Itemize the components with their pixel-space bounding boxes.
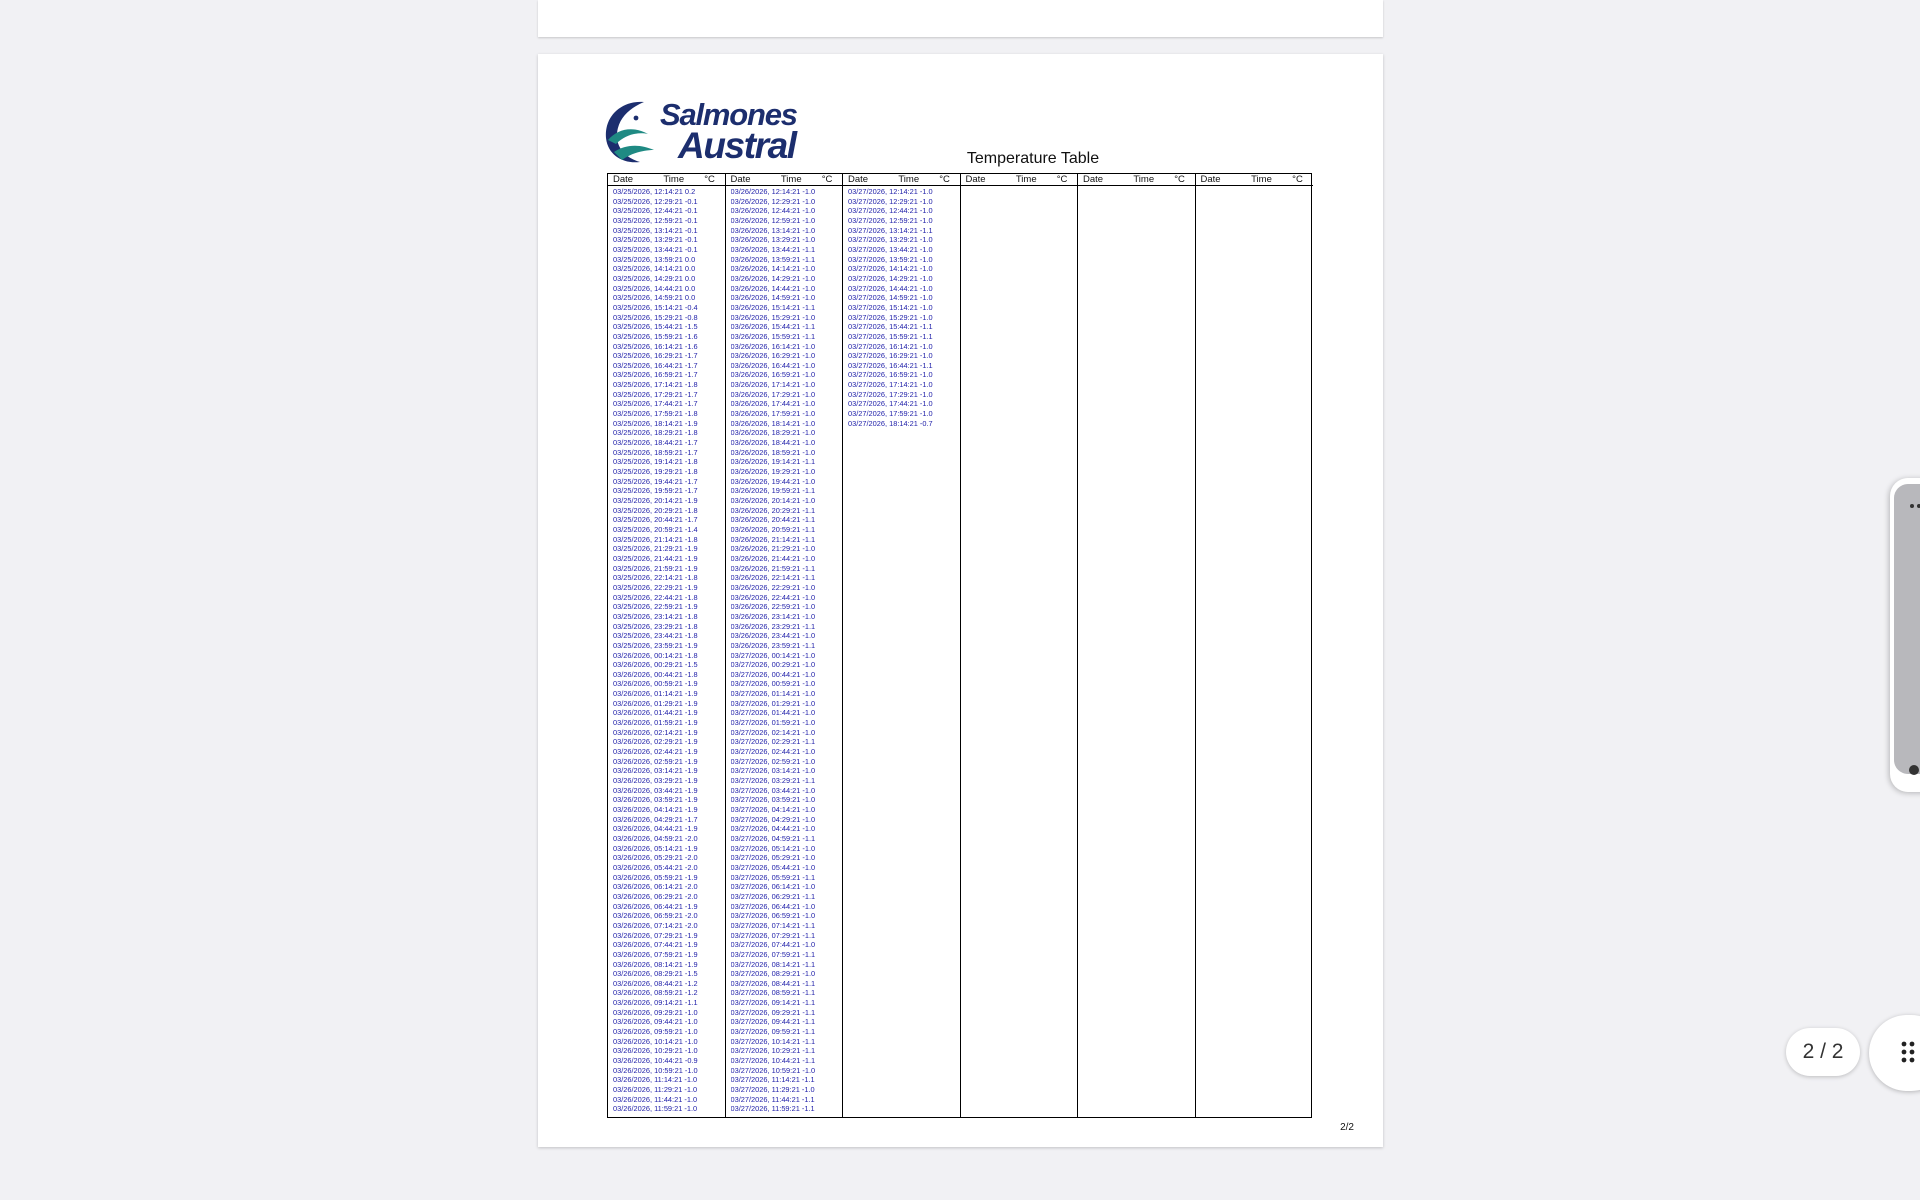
table-row: 03/26/2026, 16:59:21 -1.0 bbox=[730, 370, 816, 380]
table-row: 03/27/2026, 07:44:21 -1.0 bbox=[730, 940, 816, 950]
table-row: 03/25/2026, 13:59:21 0.0 bbox=[613, 254, 696, 264]
table-row: 03/27/2026, 06:14:21 -1.0 bbox=[730, 882, 816, 892]
table-row: 03/26/2026, 23:44:21 -1.0 bbox=[730, 631, 816, 641]
table-row: 03/27/2026, 08:29:21 -1.0 bbox=[730, 969, 816, 979]
column-header bbox=[1078, 174, 1195, 186]
table-row: 03/25/2026, 23:59:21 -1.9 bbox=[613, 640, 698, 650]
table-row: 03/27/2026, 11:29:21 -1.0 bbox=[730, 1085, 815, 1095]
table-row: 03/27/2026, 04:14:21 -1.0 bbox=[730, 805, 816, 814]
table-row: 03/27/2026, 01:44:21 -1.0 bbox=[730, 708, 816, 718]
table-row: 03/26/2026, 11:14:21 -1.0 bbox=[613, 1075, 698, 1085]
table-row: 03/25/2026, 20:59:21 -1.4 bbox=[613, 524, 698, 534]
table-row: 03/27/2026, 02:44:21 -1.0 bbox=[730, 747, 816, 757]
table-row: 03/26/2026, 01:44:21 -1.9 bbox=[613, 708, 698, 718]
table-row: 03/26/2026, 06:14:21 -2.0 bbox=[613, 882, 698, 892]
table-row: 03/25/2026, 17:14:21 -1.8 bbox=[613, 380, 698, 390]
table-column bbox=[1078, 174, 1196, 1117]
table-row: 03/26/2026, 16:14:21 -1.0 bbox=[730, 341, 816, 351]
table-row: 03/25/2026, 13:14:21 -0.1 bbox=[613, 225, 698, 235]
document-page bbox=[538, 54, 1383, 1147]
table-row: 03/27/2026, 09:29:21 -1.1 bbox=[730, 1007, 816, 1017]
table-row: 03/26/2026, 01:59:21 -1.9 bbox=[613, 718, 698, 728]
table-row: 03/25/2026, 17:29:21 -1.7 bbox=[613, 389, 698, 399]
table-row: 03/26/2026, 17:59:21 -1.0 bbox=[730, 409, 816, 419]
table-row: 03/26/2026, 08:29:21 -1.5 bbox=[613, 969, 698, 979]
table-row: 03/26/2026, 22:29:21 -1.0 bbox=[730, 582, 816, 592]
table-row: 03/26/2026, 08:44:21 -1.2 bbox=[613, 978, 698, 988]
table-row: 03/25/2026, 12:59:21 -0.1 bbox=[613, 215, 698, 225]
table-row: 03/27/2026, 16:14:21 -1.0 bbox=[848, 341, 933, 351]
header-date: Date bbox=[1083, 174, 1104, 185]
table-row: 03/25/2026, 14:14:21 0.0 bbox=[613, 264, 696, 274]
table-row: 03/26/2026, 00:14:21 -1.8 bbox=[613, 650, 698, 660]
table-row: 03/25/2026, 14:44:21 0.0 bbox=[613, 283, 696, 293]
table-row: 03/26/2026, 09:14:21 -1.1 bbox=[613, 998, 698, 1008]
column-body bbox=[1196, 186, 1313, 187]
previous-page bbox=[538, 0, 1383, 37]
table-row: 03/27/2026, 16:44:21 -1.1 bbox=[848, 360, 933, 370]
header-celsius: °C bbox=[939, 174, 950, 185]
table-row: 03/27/2026, 02:29:21 -1.1 bbox=[730, 737, 816, 747]
header-time: Time bbox=[1015, 174, 1037, 185]
table-row: 03/25/2026, 16:59:21 -1.7 bbox=[613, 370, 698, 380]
table-row: 03/27/2026, 00:14:21 -1.0 bbox=[730, 650, 816, 660]
table-row: 03/27/2026, 00:44:21 -1.0 bbox=[730, 669, 816, 679]
header-time: Time bbox=[1251, 174, 1272, 185]
temperature-table bbox=[607, 173, 1312, 1118]
table-row: 03/25/2026, 22:44:21 -1.8 bbox=[613, 592, 698, 602]
table-row: 03/25/2026, 22:29:21 -1.9 bbox=[613, 582, 698, 592]
table-row: 03/27/2026, 13:59:21 -1.0 bbox=[848, 254, 933, 264]
table-row: 03/26/2026, 09:29:21 -1.0 bbox=[613, 1007, 698, 1017]
table-row: 03/27/2026, 13:29:21 -1.0 bbox=[848, 235, 933, 245]
more-dots-icon[interactable] bbox=[1909, 503, 1920, 509]
table-row: 03/26/2026, 02:14:21 -1.9 bbox=[613, 727, 698, 737]
table-row: 03/27/2026, 15:44:21 -1.1 bbox=[848, 322, 933, 332]
column-header bbox=[961, 174, 1078, 186]
table-row: 03/26/2026, 20:44:21 -1.1 bbox=[730, 515, 816, 525]
table-row: 03/27/2026, 14:14:21 -1.0 bbox=[848, 264, 933, 274]
table-row: 03/26/2026, 13:29:21 -1.0 bbox=[730, 235, 816, 245]
table-row: 03/26/2026, 00:59:21 -1.9 bbox=[613, 679, 698, 689]
table-row: 03/26/2026, 22:44:21 -1.0 bbox=[730, 592, 816, 602]
table-row: 03/26/2026, 10:14:21 -1.0 bbox=[613, 1036, 698, 1046]
table-row: 03/25/2026, 13:44:21 -0.1 bbox=[613, 244, 698, 254]
table-row: 03/26/2026, 11:29:21 -1.0 bbox=[613, 1085, 698, 1095]
table-row: 03/25/2026, 17:44:21 -1.7 bbox=[613, 399, 698, 409]
table-row: 03/26/2026, 02:29:21 -1.9 bbox=[613, 737, 698, 747]
header-time: Time bbox=[663, 174, 685, 185]
table-row: 03/25/2026, 20:44:21 -1.7 bbox=[613, 515, 698, 525]
table-row: 03/26/2026, 03:44:21 -1.9 bbox=[613, 785, 698, 795]
page-number: 2/2 bbox=[1340, 1122, 1354, 1133]
table-row: 03/26/2026, 05:14:21 -1.9 bbox=[613, 843, 698, 853]
table-row: 03/27/2026, 12:59:21 -1.0 bbox=[848, 215, 933, 225]
table-row: 03/27/2026, 13:14:21 -1.1 bbox=[848, 225, 933, 235]
table-row: 03/26/2026, 19:44:21 -1.0 bbox=[730, 476, 816, 486]
table-row: 03/26/2026, 17:14:21 -1.0 bbox=[730, 380, 816, 390]
table-row: 03/27/2026, 05:14:21 -1.0 bbox=[730, 843, 816, 853]
header-date: Date bbox=[613, 174, 634, 185]
table-row: 03/27/2026, 05:29:21 -1.0 bbox=[730, 853, 816, 863]
table-row: 03/26/2026, 16:44:21 -1.0 bbox=[730, 360, 816, 370]
table-row: 03/26/2026, 12:14:21 -1.0 bbox=[730, 187, 816, 196]
table-row: 03/27/2026, 10:29:21 -1.1 bbox=[730, 1046, 816, 1056]
table-row: 03/27/2026, 10:44:21 -1.1 bbox=[730, 1056, 816, 1066]
table-row: 03/26/2026, 00:29:21 -1.5 bbox=[613, 660, 698, 670]
column-body bbox=[1078, 186, 1195, 187]
header-date: Date bbox=[965, 174, 986, 185]
table-row: 03/25/2026, 20:29:21 -1.8 bbox=[613, 505, 698, 515]
table-row: 03/26/2026, 11:44:21 -1.0 bbox=[613, 1094, 698, 1104]
table-row: 03/26/2026, 22:14:21 -1.1 bbox=[730, 573, 816, 583]
table-row: 03/25/2026, 14:59:21 0.0 bbox=[613, 293, 696, 303]
table-row: 03/27/2026, 11:14:21 -1.1 bbox=[730, 1075, 815, 1085]
header-celsius: °C bbox=[1292, 174, 1303, 185]
table-column bbox=[843, 174, 961, 1117]
fish-logo-icon bbox=[600, 98, 662, 166]
table-row: 03/25/2026, 19:29:21 -1.8 bbox=[613, 467, 698, 477]
table-row: 03/26/2026, 00:44:21 -1.8 bbox=[613, 669, 698, 679]
table-row: 03/26/2026, 10:59:21 -1.0 bbox=[613, 1065, 698, 1075]
header-time: Time bbox=[1133, 174, 1155, 185]
table-row: 03/26/2026, 15:59:21 -1.1 bbox=[730, 331, 816, 341]
column-header bbox=[726, 174, 843, 186]
table-row: 03/25/2026, 18:29:21 -1.8 bbox=[613, 428, 698, 438]
table-column bbox=[726, 174, 844, 1117]
table-row: 03/26/2026, 14:14:21 -1.0 bbox=[730, 264, 816, 274]
table-row: 03/25/2026, 15:44:21 -1.5 bbox=[613, 322, 698, 332]
table-row: 03/27/2026, 10:59:21 -1.0 bbox=[730, 1065, 816, 1075]
table-row: 03/26/2026, 21:44:21 -1.0 bbox=[730, 553, 816, 563]
table-row: 03/27/2026, 17:14:21 -1.0 bbox=[848, 380, 933, 390]
table-row: 03/26/2026, 15:44:21 -1.1 bbox=[730, 322, 816, 332]
table-row: 03/26/2026, 04:44:21 -1.9 bbox=[613, 824, 698, 834]
table-row: 03/26/2026, 04:14:21 -1.9 bbox=[613, 805, 698, 814]
menu-button[interactable] bbox=[1869, 1015, 1920, 1091]
table-row: 03/27/2026, 02:14:21 -1.0 bbox=[730, 727, 816, 737]
table-row: 03/27/2026, 17:59:21 -1.0 bbox=[848, 409, 933, 419]
table-row: 03/25/2026, 21:29:21 -1.9 bbox=[613, 544, 698, 554]
table-row: 03/27/2026, 12:29:21 -1.0 bbox=[848, 196, 933, 206]
table-row: 03/25/2026, 22:59:21 -1.9 bbox=[613, 602, 698, 612]
table-row: 03/26/2026, 05:29:21 -2.0 bbox=[613, 853, 698, 863]
table-row: 03/27/2026, 12:14:21 -1.0 bbox=[848, 187, 933, 196]
table-row: 03/26/2026, 03:14:21 -1.9 bbox=[613, 766, 698, 776]
table-row: 03/26/2026, 09:44:21 -1.0 bbox=[613, 1017, 698, 1027]
table-row: 03/26/2026, 05:44:21 -2.0 bbox=[613, 862, 698, 872]
side-handle[interactable] bbox=[1909, 765, 1919, 775]
column-header bbox=[843, 174, 960, 186]
table-row: 03/26/2026, 15:14:21 -1.1 bbox=[730, 302, 816, 312]
table-row: 03/26/2026, 01:14:21 -1.9 bbox=[613, 689, 698, 699]
table-row: 03/27/2026, 06:29:21 -1.1 bbox=[730, 891, 816, 901]
table-row: 03/26/2026, 20:14:21 -1.0 bbox=[730, 496, 816, 505]
table-row: 03/26/2026, 06:29:21 -2.0 bbox=[613, 891, 698, 901]
table-row: 03/27/2026, 08:59:21 -1.1 bbox=[730, 988, 816, 998]
table-row: 03/27/2026, 00:29:21 -1.0 bbox=[730, 660, 816, 670]
table-row: 03/25/2026, 18:14:21 -1.9 bbox=[613, 418, 698, 428]
table-row: 03/25/2026, 23:44:21 -1.8 bbox=[613, 631, 698, 641]
header-celsius: °C bbox=[1174, 174, 1185, 185]
header-time: Time bbox=[898, 174, 920, 185]
table-row: 03/26/2026, 04:59:21 -2.0 bbox=[613, 833, 698, 843]
table-row: 03/27/2026, 15:59:21 -1.1 bbox=[848, 331, 933, 341]
table-column bbox=[1196, 174, 1313, 1117]
table-row: 03/27/2026, 17:44:21 -1.0 bbox=[848, 399, 933, 409]
table-row: 03/27/2026, 07:59:21 -1.1 bbox=[730, 949, 816, 959]
table-row: 03/26/2026, 02:44:21 -1.9 bbox=[613, 747, 698, 757]
table-row: 03/25/2026, 16:44:21 -1.7 bbox=[613, 360, 698, 370]
table-column bbox=[961, 174, 1079, 1117]
logo-word-2: Austral bbox=[678, 125, 796, 166]
table-row: 03/27/2026, 12:44:21 -1.0 bbox=[848, 206, 933, 216]
table-row: 03/27/2026, 14:29:21 -1.0 bbox=[848, 273, 933, 283]
table-row: 03/27/2026, 01:29:21 -1.0 bbox=[730, 698, 816, 708]
table-row: 03/25/2026, 12:29:21 -0.1 bbox=[613, 196, 698, 206]
table-row: 03/26/2026, 22:59:21 -1.0 bbox=[730, 602, 816, 612]
grid-dots-icon bbox=[1901, 1041, 1920, 1063]
logo-word-1: Salmones bbox=[660, 97, 797, 132]
table-row: 03/27/2026, 02:59:21 -1.0 bbox=[730, 756, 816, 766]
table-row: 03/26/2026, 02:59:21 -1.9 bbox=[613, 756, 698, 766]
header-date: Date bbox=[848, 174, 869, 185]
table-row: 03/27/2026, 04:44:21 -1.0 bbox=[730, 824, 816, 834]
table-row: 03/27/2026, 06:44:21 -1.0 bbox=[730, 901, 816, 911]
table-row: 03/27/2026, 09:59:21 -1.1 bbox=[730, 1027, 816, 1037]
table-row: 03/26/2026, 13:44:21 -1.1 bbox=[730, 244, 816, 254]
table-row: 03/26/2026, 09:59:21 -1.0 bbox=[613, 1027, 698, 1037]
table-row: 03/26/2026, 17:29:21 -1.0 bbox=[730, 389, 816, 399]
company-logo bbox=[600, 98, 820, 168]
table-row: 03/25/2026, 21:44:21 -1.9 bbox=[613, 553, 698, 563]
table-row: 03/26/2026, 13:59:21 -1.1 bbox=[730, 254, 816, 264]
table-row: 03/26/2026, 19:14:21 -1.1 bbox=[730, 457, 816, 467]
table-row: 03/26/2026, 14:29:21 -1.0 bbox=[730, 273, 816, 283]
table-row: 03/27/2026, 14:44:21 -1.0 bbox=[848, 283, 933, 293]
table-row: 03/25/2026, 22:14:21 -1.8 bbox=[613, 573, 698, 583]
table-row: 03/27/2026, 16:29:21 -1.0 bbox=[848, 351, 933, 361]
header-celsius: °C bbox=[1056, 174, 1068, 185]
table-row: 03/26/2026, 18:14:21 -1.0 bbox=[730, 418, 816, 428]
table-row: 03/26/2026, 18:29:21 -1.0 bbox=[730, 428, 816, 438]
table-row: 03/26/2026, 03:59:21 -1.9 bbox=[613, 795, 698, 805]
table-row: 03/26/2026, 08:59:21 -1.2 bbox=[613, 988, 698, 998]
header-celsius: °C bbox=[821, 174, 833, 185]
column-header bbox=[1196, 174, 1313, 186]
table-row: 03/27/2026, 07:14:21 -1.1 bbox=[730, 920, 816, 930]
table-row: 03/25/2026, 23:29:21 -1.8 bbox=[613, 621, 698, 631]
table-row: 03/26/2026, 20:29:21 -1.1 bbox=[730, 505, 816, 515]
table-row: 03/26/2026, 03:29:21 -1.9 bbox=[613, 776, 698, 786]
table-row: 03/27/2026, 04:29:21 -1.0 bbox=[730, 814, 816, 824]
table-row: 03/26/2026, 07:14:21 -2.0 bbox=[613, 920, 698, 930]
table-row: 03/26/2026, 23:14:21 -1.0 bbox=[730, 611, 816, 621]
table-row: 03/26/2026, 07:59:21 -1.9 bbox=[613, 949, 698, 959]
table-row: 03/27/2026, 11:44:21 -1.1 bbox=[730, 1094, 815, 1104]
table-row: 03/25/2026, 12:14:21 0.2 bbox=[613, 187, 696, 196]
table-row: 03/26/2026, 08:14:21 -1.9 bbox=[613, 959, 698, 969]
table-row: 03/26/2026, 06:59:21 -2.0 bbox=[613, 911, 698, 921]
table-row: 03/26/2026, 21:14:21 -1.1 bbox=[730, 534, 816, 544]
header-date: Date bbox=[1200, 174, 1221, 185]
table-row: 03/27/2026, 01:59:21 -1.0 bbox=[730, 718, 816, 728]
table-row: 03/27/2026, 17:29:21 -1.0 bbox=[848, 389, 933, 399]
header-time: Time bbox=[780, 174, 802, 185]
table-row: 03/27/2026, 08:14:21 -1.1 bbox=[730, 959, 816, 969]
table-column bbox=[608, 174, 726, 1117]
table-row: 03/27/2026, 09:14:21 -1.1 bbox=[730, 998, 816, 1008]
table-row: 03/26/2026, 12:59:21 -1.0 bbox=[730, 215, 816, 225]
table-row: 03/25/2026, 18:44:21 -1.7 bbox=[613, 438, 698, 448]
table-row: 03/26/2026, 18:44:21 -1.0 bbox=[730, 438, 816, 448]
table-row: 03/25/2026, 13:29:21 -0.1 bbox=[613, 235, 698, 245]
page-indicator: 2 / 2 bbox=[1786, 1028, 1860, 1076]
table-row: 03/25/2026, 18:59:21 -1.7 bbox=[613, 447, 698, 457]
table-row: 03/26/2026, 10:29:21 -1.0 bbox=[613, 1046, 698, 1056]
table-row: 03/26/2026, 14:59:21 -1.0 bbox=[730, 293, 816, 303]
table-row: 03/26/2026, 13:14:21 -1.0 bbox=[730, 225, 816, 235]
table-row: 03/27/2026, 15:14:21 -1.0 bbox=[848, 302, 933, 312]
column-body bbox=[608, 186, 725, 1114]
table-row: 03/27/2026, 05:59:21 -1.1 bbox=[730, 872, 816, 882]
table-row: 03/25/2026, 19:59:21 -1.7 bbox=[613, 486, 698, 496]
table-row: 03/26/2026, 19:59:21 -1.1 bbox=[730, 486, 816, 496]
column-header bbox=[608, 174, 725, 186]
table-row: 03/25/2026, 12:44:21 -0.1 bbox=[613, 206, 698, 216]
table-row: 03/25/2026, 21:59:21 -1.9 bbox=[613, 563, 698, 573]
table-row: 03/27/2026, 06:59:21 -1.0 bbox=[730, 911, 816, 921]
table-row: 03/26/2026, 23:29:21 -1.1 bbox=[730, 621, 816, 631]
table-row: 03/26/2026, 06:44:21 -1.9 bbox=[613, 901, 698, 911]
table-row: 03/25/2026, 15:14:21 -0.4 bbox=[613, 302, 698, 312]
table-row: 03/27/2026, 05:44:21 -1.0 bbox=[730, 862, 816, 872]
table-row: 03/27/2026, 15:29:21 -1.0 bbox=[848, 312, 933, 322]
table-row: 03/25/2026, 16:14:21 -1.6 bbox=[613, 341, 698, 351]
table-row: 03/26/2026, 07:44:21 -1.9 bbox=[613, 940, 698, 950]
side-scroll-track[interactable] bbox=[1894, 484, 1920, 774]
table-row: 03/27/2026, 08:44:21 -1.1 bbox=[730, 978, 816, 988]
table-row: 03/26/2026, 16:29:21 -1.0 bbox=[730, 351, 816, 361]
header-date: Date bbox=[730, 174, 751, 185]
table-row: 03/25/2026, 20:14:21 -1.9 bbox=[613, 496, 698, 505]
table-row: 03/26/2026, 19:29:21 -1.0 bbox=[730, 467, 816, 477]
table-row: 03/25/2026, 19:44:21 -1.7 bbox=[613, 476, 698, 486]
table-row: 03/27/2026, 03:44:21 -1.0 bbox=[730, 785, 816, 795]
table-row: 03/26/2026, 20:59:21 -1.1 bbox=[730, 524, 816, 534]
table-row: 03/27/2026, 07:29:21 -1.1 bbox=[730, 930, 816, 940]
table-row: 03/27/2026, 00:59:21 -1.0 bbox=[730, 679, 816, 689]
table-row: 03/27/2026, 03:29:21 -1.1 bbox=[730, 776, 816, 786]
table-row: 03/25/2026, 16:29:21 -1.7 bbox=[613, 351, 698, 361]
table-row: 03/25/2026, 23:14:21 -1.8 bbox=[613, 611, 698, 621]
table-row: 03/27/2026, 03:14:21 -1.0 bbox=[730, 766, 816, 776]
table-row: 03/25/2026, 21:14:21 -1.8 bbox=[613, 534, 698, 544]
table-row: 03/26/2026, 07:29:21 -1.9 bbox=[613, 930, 698, 940]
column-body bbox=[843, 186, 960, 428]
header-celsius: °C bbox=[704, 174, 715, 185]
table-row: 03/26/2026, 01:29:21 -1.9 bbox=[613, 698, 698, 708]
table-row: 03/27/2026, 04:59:21 -1.1 bbox=[730, 833, 816, 843]
table-row: 03/27/2026, 10:14:21 -1.1 bbox=[730, 1036, 816, 1046]
table-row: 03/26/2026, 18:59:21 -1.0 bbox=[730, 447, 816, 457]
table-row: 03/25/2026, 17:59:21 -1.8 bbox=[613, 409, 698, 419]
table-row: 03/27/2026, 14:59:21 -1.0 bbox=[848, 293, 933, 303]
table-row: 03/26/2026, 23:59:21 -1.1 bbox=[730, 640, 816, 650]
column-body bbox=[961, 186, 1078, 187]
table-row: 03/26/2026, 05:59:21 -1.9 bbox=[613, 872, 698, 882]
table-row: 03/26/2026, 12:29:21 -1.0 bbox=[730, 196, 816, 206]
table-row: 03/26/2026, 14:44:21 -1.0 bbox=[730, 283, 816, 293]
table-row: 03/26/2026, 04:29:21 -1.7 bbox=[613, 814, 698, 824]
table-row: 03/25/2026, 14:29:21 0.0 bbox=[613, 273, 696, 283]
table-row: 03/27/2026, 01:14:21 -1.0 bbox=[730, 689, 816, 699]
table-row: 03/26/2026, 11:59:21 -1.0 bbox=[613, 1104, 698, 1114]
table-row: 03/26/2026, 17:44:21 -1.0 bbox=[730, 399, 816, 409]
table-row: 03/27/2026, 11:59:21 -1.1 bbox=[730, 1104, 815, 1114]
table-row: 03/25/2026, 15:59:21 -1.6 bbox=[613, 331, 698, 341]
table-row: 03/27/2026, 03:59:21 -1.0 bbox=[730, 795, 816, 805]
table-row: 03/26/2026, 10:44:21 -0.9 bbox=[613, 1056, 698, 1066]
table-row: 03/27/2026, 18:14:21 -0.7 bbox=[848, 418, 933, 428]
table-row: 03/26/2026, 21:59:21 -1.1 bbox=[730, 563, 816, 573]
table-row: 03/25/2026, 15:29:21 -0.8 bbox=[613, 312, 698, 322]
table-row: 03/26/2026, 15:29:21 -1.0 bbox=[730, 312, 816, 322]
table-row: 03/27/2026, 16:59:21 -1.0 bbox=[848, 370, 933, 380]
table-row: 03/25/2026, 19:14:21 -1.8 bbox=[613, 457, 698, 467]
table-row: 03/27/2026, 13:44:21 -1.0 bbox=[848, 244, 933, 254]
table-row: 03/26/2026, 21:29:21 -1.0 bbox=[730, 544, 816, 554]
table-title: Temperature Table bbox=[966, 150, 1100, 167]
column-body bbox=[726, 186, 843, 1114]
table-row: 03/27/2026, 09:44:21 -1.1 bbox=[730, 1017, 816, 1027]
table-row: 03/26/2026, 12:44:21 -1.0 bbox=[730, 206, 816, 216]
